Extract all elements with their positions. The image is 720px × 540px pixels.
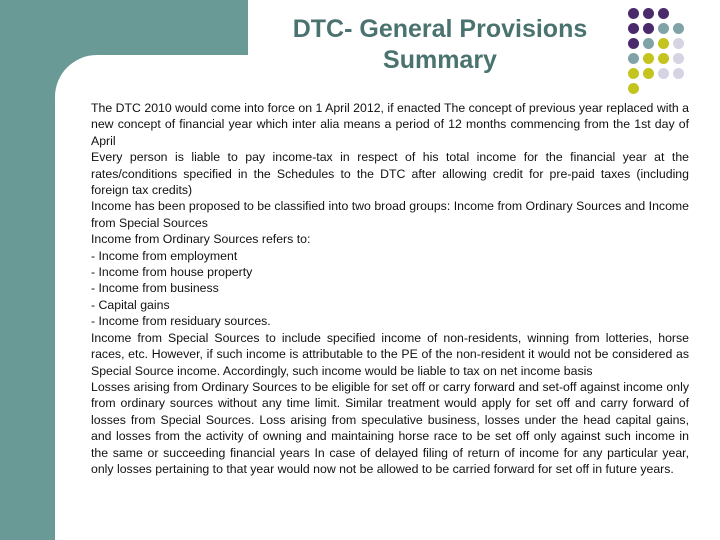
decorative-dot	[673, 53, 684, 64]
slide-body-text	[91, 100, 689, 477]
body-paragraph: Income from Ordinary Sources refers to:	[91, 232, 311, 247]
title-line-1: DTC- General Provisions	[292, 15, 588, 43]
body-paragraph: Income has been proposed to be classified into two broad groups: Income from Ordinary Sources and Income from Special Sources	[91, 199, 689, 230]
decorative-dot	[628, 68, 639, 79]
body-paragraph: Income from Special Sources to include specified income of non-residents, winning from lotteries, horse races, etc. However, if such income is attributable to the PE of the non-resident it would not be considered as Special Source income. Accordingly, such income would be liable to tax on net income basis	[91, 330, 689, 378]
decorative-dot	[673, 38, 684, 49]
body-paragraph: - Income from employment	[91, 248, 238, 263]
decorative-dot	[643, 8, 654, 19]
title-line-2: Summary	[383, 46, 497, 74]
decorative-dot	[643, 53, 654, 64]
decorative-dot	[658, 53, 669, 64]
body-paragraph: The DTC 2010 would come into force on 1 April 2012, if enacted The concept of previous year replaced with a new concept of financial year which inter alia means a period of 12 months commencing from the 1st day of April	[91, 101, 689, 148]
body-paragraph: Losses arising from Ordinary Sources to be eligible for set off or carry forward and set-off against income only from ordinary sources without any time limit. Similar treatment would apply for set off and carry forward of losses from Special Sources. Loss arising from speculative business, losses under the head capital gains, and losses from the activity of owning and maintaining horse race to be set off only against such income in the same or succeeding financial years In case of delayed filing of return of income for any particular year, only losses pertaining to that year would now not be allowed to be carried forward for set off in future years.	[91, 379, 689, 476]
body-paragraph: - Income from business	[91, 281, 219, 296]
body-paragraph: - Income from house property	[91, 265, 253, 280]
body-paragraph: - Income from residuary sources.	[91, 314, 271, 329]
decorative-dot	[628, 83, 639, 94]
decorative-dot	[658, 8, 669, 19]
decorative-dot	[673, 23, 684, 34]
slide-title	[250, 14, 630, 76]
decorative-dot	[628, 8, 639, 19]
body-paragraph: - Capital gains	[91, 297, 170, 312]
decorative-dot	[658, 23, 669, 34]
decorative-dot	[628, 38, 639, 49]
decorative-dot	[658, 68, 669, 79]
decorative-dot	[643, 68, 654, 79]
decorative-dot	[643, 23, 654, 34]
body-paragraph: Every person is liable to pay income-tax in respect of his total income for the financial year at the rates/conditions specified in the Schedules to the DTC after allowing credit for pre-paid taxes (including foreign tax credits)	[91, 150, 689, 198]
decorative-dot	[643, 38, 654, 49]
decorative-dot-grid	[628, 8, 720, 98]
decorative-dot	[658, 38, 669, 49]
decorative-dot	[673, 68, 684, 79]
decorative-dot	[628, 53, 639, 64]
decorative-dot	[628, 23, 639, 34]
